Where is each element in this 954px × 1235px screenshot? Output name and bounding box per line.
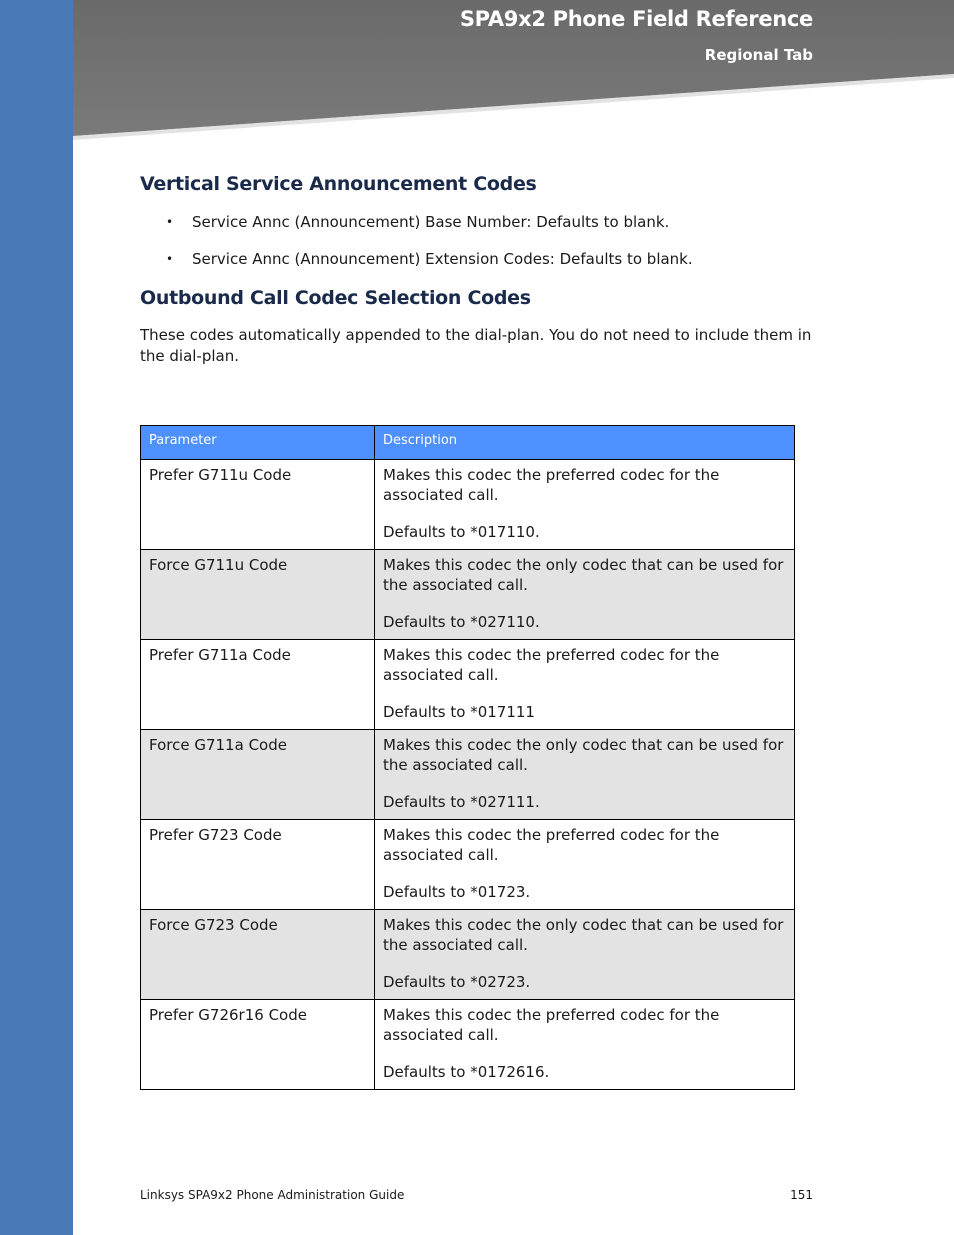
codec-table bbox=[140, 425, 795, 1090]
desc-text: Makes this codec the preferred codec for the associated call. bbox=[383, 826, 720, 864]
document-subtitle: Regional Tab bbox=[704, 46, 813, 64]
table-row bbox=[141, 460, 795, 550]
section-heading-codec: Outbound Call Codec Selection Codes bbox=[140, 287, 531, 309]
param-cell: Force G723 Code bbox=[141, 910, 375, 1000]
footer-guide-name: Linksys SPA9x2 Phone Administration Guide bbox=[140, 1188, 405, 1202]
desc-text: Makes this codec the preferred codec for the associated call. bbox=[383, 1006, 720, 1044]
default-text: Defaults to *01723. bbox=[383, 883, 531, 901]
section-heading-vsa: Vertical Service Announcement Codes bbox=[140, 173, 537, 195]
desc-cell bbox=[375, 910, 795, 1000]
table-row bbox=[141, 550, 795, 640]
desc-cell bbox=[375, 460, 795, 550]
column-header-parameter: Parameter bbox=[141, 426, 375, 460]
param-cell: Prefer G723 Code bbox=[141, 820, 375, 910]
desc-text: Makes this codec the only codec that can be used for the associated call. bbox=[383, 916, 784, 954]
footer-page-number: 151 bbox=[790, 1188, 813, 1202]
table-header-row bbox=[141, 426, 795, 460]
param-cell: Prefer G711a Code bbox=[141, 640, 375, 730]
left-accent-bar bbox=[0, 0, 73, 1235]
default-text: Defaults to *02723. bbox=[383, 973, 531, 991]
desc-cell bbox=[375, 640, 795, 730]
default-text: Defaults to *017110. bbox=[383, 523, 540, 541]
list-item: • Service Annc (Announcement) Extension Codes: Defaults to blank. bbox=[140, 249, 820, 269]
desc-text: Makes this codec the only codec that can be used for the associated call. bbox=[383, 556, 784, 594]
desc-text: Makes this codec the preferred codec for the associated call. bbox=[383, 646, 720, 684]
table-row bbox=[141, 910, 795, 1000]
table-row bbox=[141, 820, 795, 910]
table-row bbox=[141, 640, 795, 730]
param-cell: Prefer G726r16 Code bbox=[141, 1000, 375, 1090]
table-row bbox=[141, 1000, 795, 1090]
desc-text: Makes this codec the only codec that can be used for the associated call. bbox=[383, 736, 784, 774]
list-item: • Service Annc (Announcement) Base Number: Defaults to blank. bbox=[140, 212, 820, 232]
default-text: Defaults to *017111 bbox=[383, 703, 535, 721]
desc-cell bbox=[375, 820, 795, 910]
codec-intro-paragraph: These codes automatically appended to the dial-plan. You do not need to include them in the dial-plan. bbox=[140, 326, 812, 365]
default-text: Defaults to *027111. bbox=[383, 793, 540, 811]
document-title: SPA9x2 Phone Field Reference bbox=[459, 7, 813, 31]
vsa-bullet-list bbox=[140, 212, 820, 286]
default-text: Defaults to *027110. bbox=[383, 613, 540, 631]
default-text: Defaults to *0172616. bbox=[383, 1063, 550, 1081]
param-cell: Force G711u Code bbox=[141, 550, 375, 640]
column-header-description: Description bbox=[375, 426, 795, 460]
param-cell: Force G711a Code bbox=[141, 730, 375, 820]
desc-cell bbox=[375, 550, 795, 640]
desc-text: Makes this codec the preferred codec for the associated call. bbox=[383, 466, 720, 504]
param-cell: Prefer G711u Code bbox=[141, 460, 375, 550]
desc-cell bbox=[375, 1000, 795, 1090]
desc-cell bbox=[375, 730, 795, 820]
table-row bbox=[141, 730, 795, 820]
